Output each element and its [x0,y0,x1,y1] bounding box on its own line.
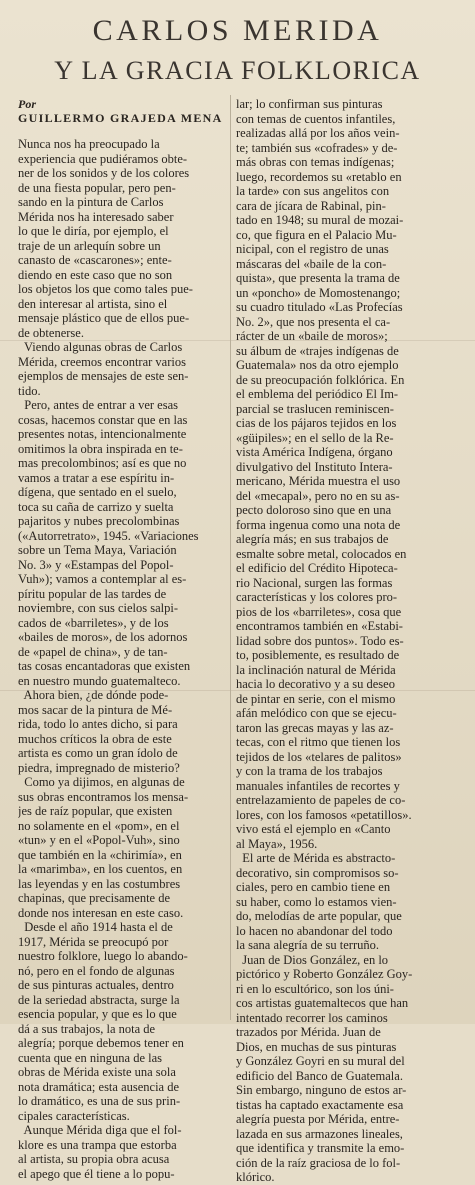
article-column-right: lar; lo confirman sus pinturas con temas de cuentos infantiles, realizadas allá por los años vein- te; también sus «cofrades» y de- más obras con temas indígenas; luego, recordemos su «retablo en la tarde» con sus angelitos con cara de jícara de Rabinal, pin- tado en 1948; su mural de mozai- co, que figura en el Palacio Mu- nicipal, con el registro de unas máscaras del «baile de la con- quista», que presenta la trama de un «poncho» de Momostenango; su cuadro titulado «Las Profecías No. 2», que nos presenta el ca- rácter de un «baile de moros»; su álbum de «trajes indígenas de Guatemala» nos da otro ejemplo de su preocupación folklórica. En el emblema del periódico El Im- parcial se traslucen reminiscen- cias de los pájaros tejidos en los «güipiles»; en el sello de la Re- vista América Indígena, órgano divulgativo del Instituto Intera- mericano, Mérida muestra el uso del «mecapal», pero no en su as- pecto doloroso sino que en una forma ingenua como una nota de alegría más; en sus trabajos de esmalte sobre metal, colocados en el edificio del Crédito Hipoteca- rio Nacional, surgen las formas características y los colores pro- pios de los «barriletes», cosa que encontramos también en «Estabi- lidad sobre dos puntos». Todo es- to, posiblemente, es resultado de la inclinación natural de Mérida hacia lo decorativo y a su deseo de pintar en serie, con el mismo afán melódico con que se ejecu- taron las grecas mayas y las az- tecas, con el ritmo que tienen los tejidos de los «telares de palitos» y con la trama de los trabajos manuales infantiles de recortes y entrelazamiento de papeles de co- lores, con los famosos «petatillos». vivo está el ejemplo en «Canto al Maya», 1956. El arte de Mérida es abstracto- decorativo, sin compromisos so- ciales, pero en cambio tiene en su haber, como lo estamos vien- do, melodías de arte popular, que lo hacen no abandonar del todo la sana alegría de su terruño. Juan de Dios González, en lo pictórico y Roberto González Goy- ri en lo escultórico, son los úni- cos artistas guatemaltecos que han intentado recorrer los caminos trazados por Mérida. Juan de Dios, en muchas de sus pinturas y González Goyri en su mural del edificio del Banco de Guatemala. Sin embargo, ninguno de estos ar- tistas ha captado exactamente esa alegría puesta por Mérida, entre- lazada en sus armazones lineales, que identifica y transmite la emo- ción de la raíz graciosa de lo fol- klórico. [236,97,413,1184]
byline-author: GUILLERMO GRAJEDA MENA [18,111,223,125]
byline [18,97,223,125]
headline-line-2: Y LA GRACIA FOLKLORICA [54,56,421,85]
byline-por: Por [18,97,36,111]
headline-line-1: CARLOS MERIDA [92,14,383,47]
article-column-left: Nunca nos ha preocupado la experiencia que pudiéramos obte- ner de los sonidos y de los colores de una fiesta popular, pero pen- sando en la pintura de Carlos Mérida nos ha interesado saber lo que le diría, por ejemplo, el traje de un arlequín sobre un canasto de «cascarones»; ente- diendo en este caso que no son los objetos los que como tales pue- den interesar al artista, sino el mensaje plástico que de ellos pue- de obtenerse. Viendo algunas obras de Carlos Mérida, creemos encontrar varios ejemplos de mensajes de este sen- tido. Pero, antes de entrar a ver esas cosas, hacemos constar que en las presentes notas, intencionalmente omitimos la obra inspirada en te- mas precolombinos; así es que no vamos a tratar a ese espíritu in- dígena, que sentado en el suelo, toca su caña de carrizo y suelta pajaritos y nubes precolombinas («Autorretrato», 1945. «Variaciones sobre un Tema Maya, Variación No. 3» y «Estampas del Popol- Vuh»); vamos a contemplar al es- píritu popular de las tardes de noviembre, con sus cielos salpi- cados de «barriletes», y de los «bailes de moros», de los adornos de «papel de china», y de tan- tas cosas encantadoras que existen en nuestro mundo guatemalteco. Ahora bien, ¿de dónde pode- mos sacar de la pintura de Mé- rida, todo lo antes dicho, si para muchos críticos la obra de este artista es como un gran ídolo de piedra, impregnado de misterio? Como ya dijimos, en algunas de sus obras encontramos los mensa- jes de raíz popular, que existen no solamente en el «pom», en el «tun» y en el «Popol-Vuh», sino que también en la «chirimía», en la «marimba», en los cuentos, en las leyendas y en las costumbres chapinas, que precisamente de donde nos interesan en este caso. Desde el año 1914 hasta el de 1917, Mérida se preocupó por nuestro folklore, luego lo abando- nó, pero en el fondo de algunas de sus pinturas actuales, dentro de la seriedad abstracta, surge la esencia popular, y que es lo que dá a sus trabajos, la nota de alegría; porque debemos tener en cuenta que en ninguna de las obras de Mérida existe una sola nota dramática; esta ausencia de lo dramático, es una de sus prin- cipales características. Aunque Mérida diga que el fol- klore es una trampa que estorba al artista, su propia obra acusa el apego que él tiene a lo popu- [18,137,199,1181]
